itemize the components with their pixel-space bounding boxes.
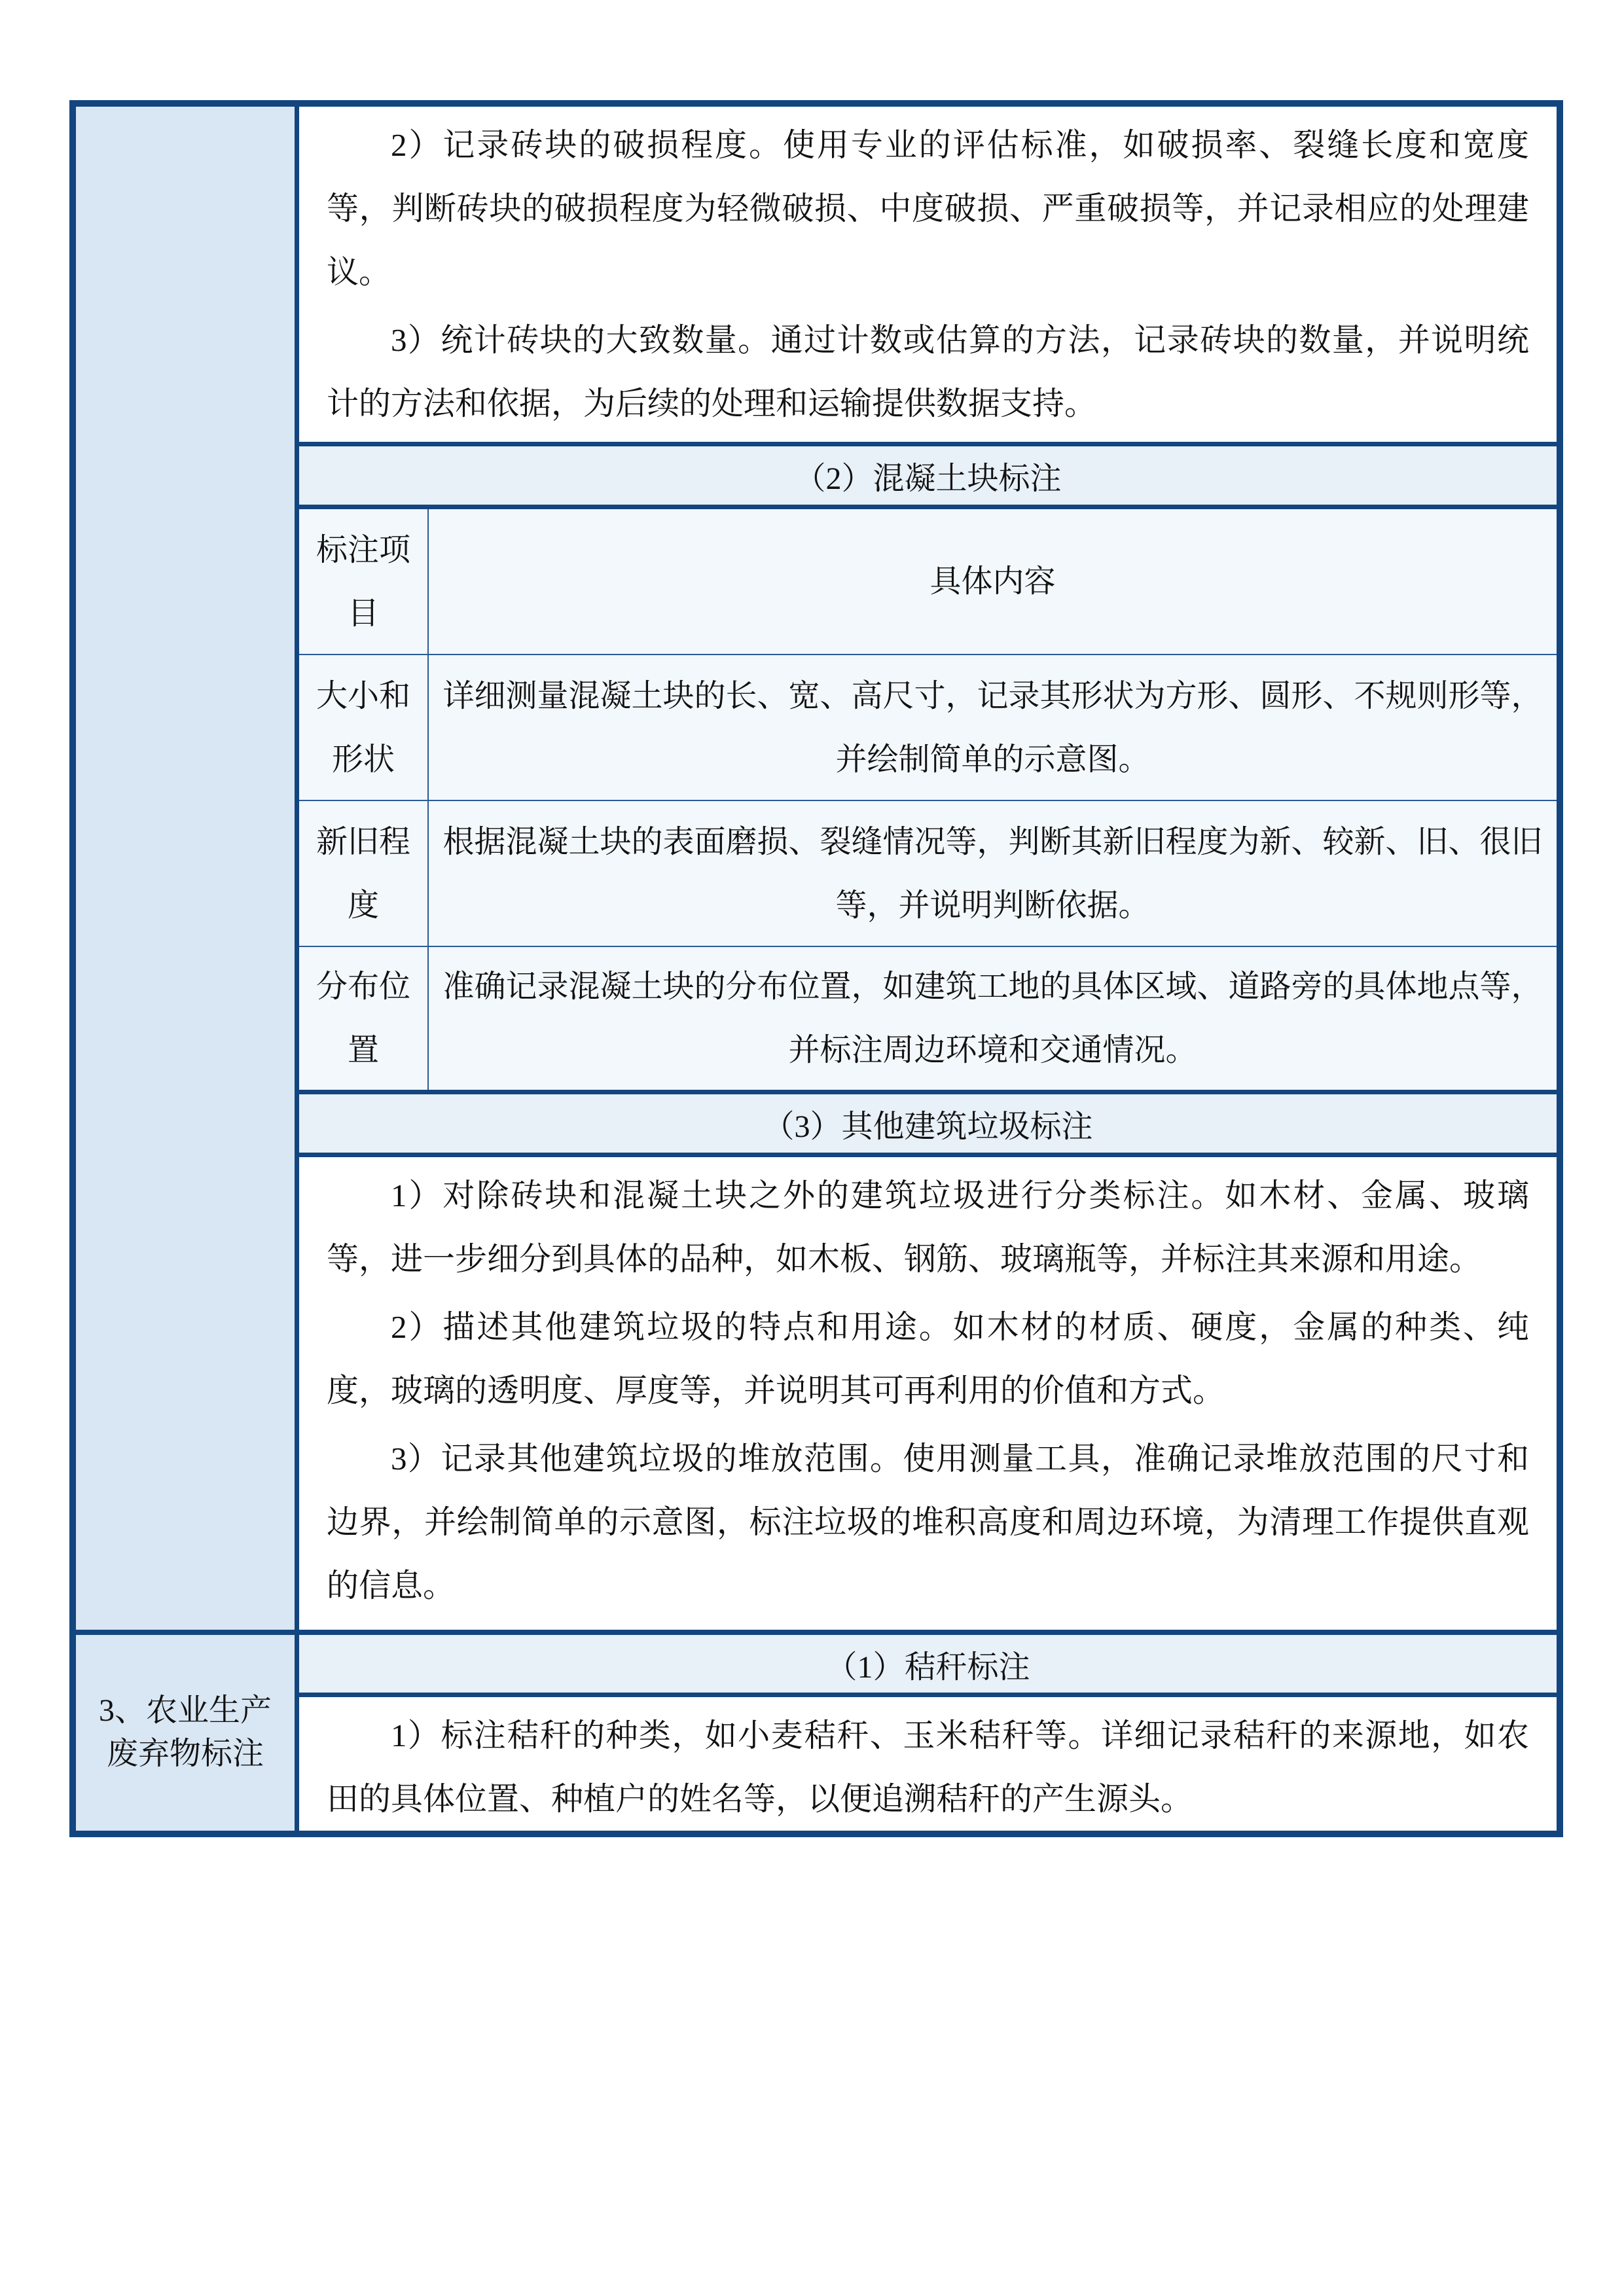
brick-notes <box>299 107 1557 442</box>
paragraph: 3）记录其他建筑垃圾的堆放范围。使用测量工具，准确记录堆放范围的尺寸和边界，并绘制简单的示意图，标注垃圾的堆积高度和周边环境，为清理工作提供直观的信息。 <box>327 1441 1529 1604</box>
cell-text: 准确记录混凝土块的分布位置，如建筑工地的具体区域、道路旁的具体地点等，并标注周边环境和交通情况。 <box>442 969 1543 1067</box>
section-title-agri <box>76 1634 295 1831</box>
cell-text: 分布位置 <box>316 969 410 1067</box>
concrete-heading <box>299 446 1557 505</box>
paragraph: 1）对除砖块和混凝土块之外的建筑垃圾进行分类标注。如木材、金属、玻璃等，进一步细分到具体的品种，如木板、钢筋、玻璃瓶等，并标注其来源和用途。 <box>327 1177 1529 1277</box>
col-header-content-text: 具体内容 <box>929 564 1056 599</box>
col-header-item <box>299 509 427 654</box>
col-header-item-text: 标注项目 <box>316 532 410 631</box>
annotation-table <box>69 100 1563 1837</box>
column-divider <box>295 107 299 1831</box>
section-title-agri-text: 3、农业生产废弃物标注 <box>98 1693 272 1771</box>
table-row-item <box>299 655 427 800</box>
table-row-content <box>429 801 1557 946</box>
table-row-content <box>429 655 1557 800</box>
divider <box>299 442 1557 446</box>
cell-text: 大小和形状 <box>316 678 410 777</box>
straw-heading-text: （1）秸秆标注 <box>825 1649 1030 1685</box>
straw-heading <box>299 1635 1557 1693</box>
straw-notes <box>299 1697 1557 1831</box>
paragraph: 3）统计砖块的大致数量。通过计数或估算的方法，记录砖块的数量，并说明统计的方法和依据，为后续的处理和运输提供数据支持。 <box>327 322 1529 422</box>
table-row-content <box>429 947 1557 1090</box>
left-column-continued <box>76 107 295 1630</box>
divider <box>299 1153 1557 1157</box>
table-row-item <box>299 801 427 946</box>
paragraph: 2）记录砖块的破损程度。使用专业的评估标准，如破损率、裂缝长度和宽度等，判断砖块的破损程度为轻微破损、中度破损、严重破损等，并记录相应的处理建议。 <box>327 127 1529 290</box>
divider <box>299 505 1557 509</box>
col-header-content <box>429 509 1557 654</box>
concrete-heading-text: （2）混凝土块标注 <box>794 461 1062 496</box>
cell-text: 根据混凝土块的表面磨损、裂缝情况等，判断其新旧程度为新、较新、旧、很旧等，并说明判断依据。 <box>442 824 1543 923</box>
table-row-item <box>299 947 427 1090</box>
paragraph: 2）描述其他建筑垃圾的特点和用途。如木材的材质、硬度，金属的种类、纯度，玻璃的透明度、厚度等，并说明其可再利用的价值和方式。 <box>327 1309 1529 1408</box>
cell-text: 详细测量混凝土块的长、宽、高尺寸，记录其形状为方形、圆形、不规则形等，并绘制简单的示意图。 <box>442 678 1543 777</box>
other-heading <box>299 1094 1557 1153</box>
cell-text: 新旧程度 <box>316 824 410 923</box>
divider <box>299 1090 1557 1094</box>
paragraph: 1）标注秸秆的种类，如小麦秸秆、玉米秸秆等。详细记录秸秆的来源地，如农田的具体位置、种植户的姓名等，以便追溯秸秆的产生源头。 <box>327 1717 1529 1817</box>
divider <box>299 1693 1557 1697</box>
other-notes <box>299 1157 1557 1630</box>
other-heading-text: （3）其他建筑垃圾标注 <box>763 1109 1093 1144</box>
subtable-column-divider <box>427 509 429 1090</box>
row-divider <box>76 1630 1557 1635</box>
